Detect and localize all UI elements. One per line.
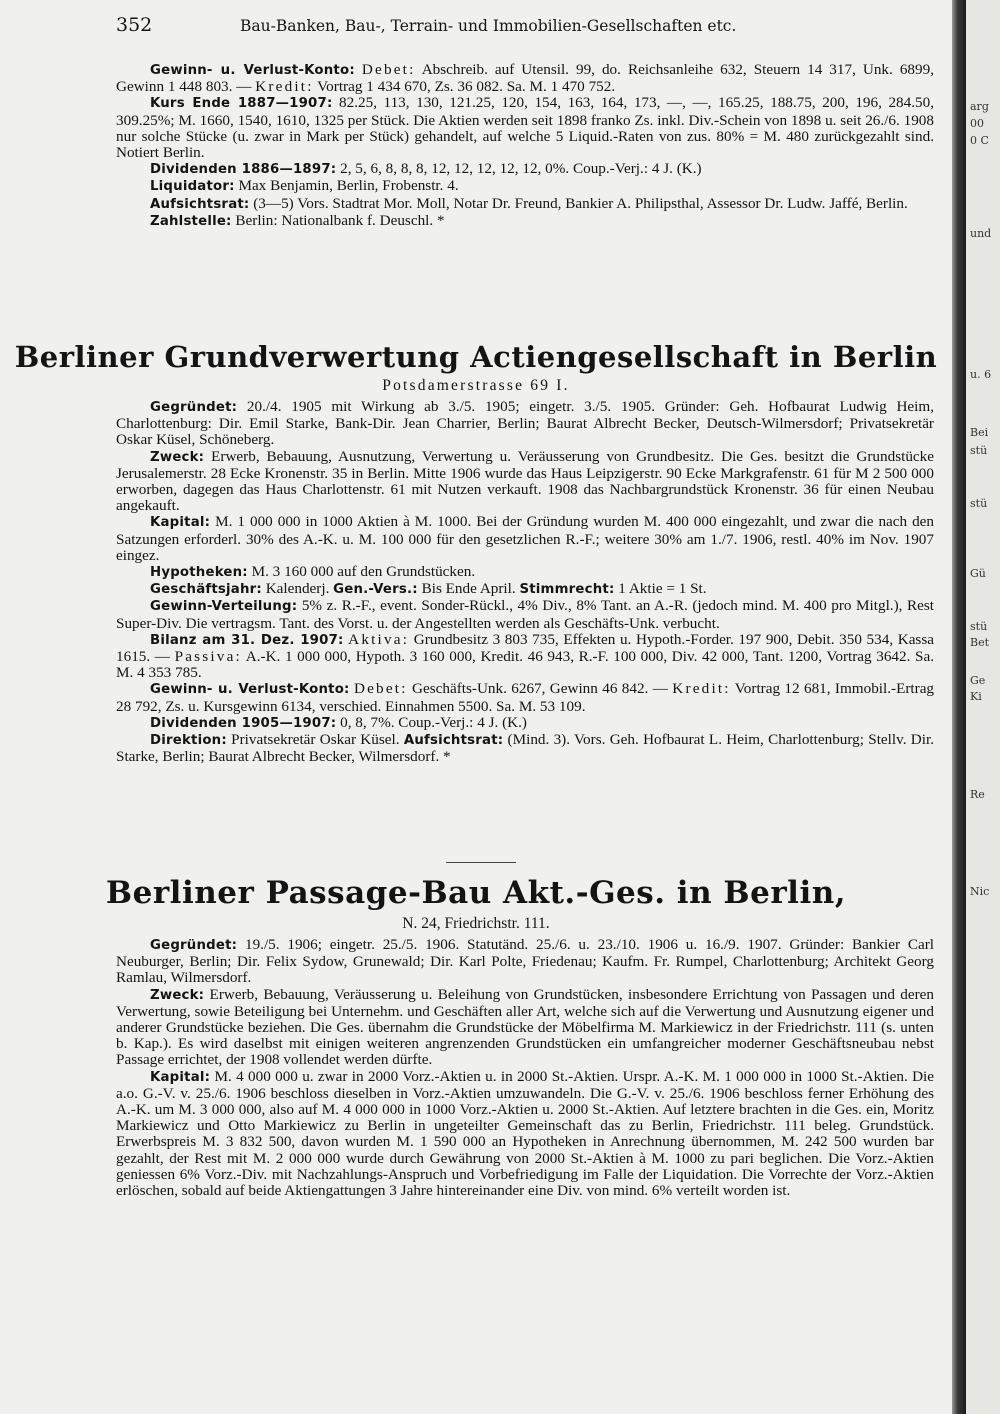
entry1-direktion: Direktion: Privatsekretär Oskar Küsel. Aufsichtsrat: (Mind. 3). Vors. Geh. Hofbaurat L. Heim, Charlottenburg; Stellv. Dir. Starke, Berlin; Baurat Albrecht Becker, Wilmersdorf. * bbox=[116, 731, 934, 766]
prev-entry bbox=[116, 62, 934, 230]
entry1-hypotheken: Hypotheken: M. 3 160 000 auf den Grundstücken. bbox=[150, 563, 476, 581]
prev-zahlstelle: Zahlstelle: Berlin: Nationalbank f. Deuschl. * bbox=[150, 211, 445, 229]
entry2-body bbox=[116, 937, 934, 1199]
margin-fragment: stü bbox=[970, 497, 988, 510]
entry1-gewinn-verteilung: Gewinn-Verteilung: 5% z. R.-F., event. Sonder-Rückl., 4% Div., 8% Tant. an A.-R. (jedoch mind. M. 400 pro Mitgl.), Rest Super-Div. Die vertragsm. Tant. des Vorst. u. der Angestellten werden als Geschäfts-Unk. verbucht. bbox=[116, 597, 934, 632]
margin-fragment: Gü bbox=[970, 567, 986, 580]
prev-dividenden: Dividenden 1886—1897: 2, 5, 6, 8, 8, 8, 12, 12, 12, 12, 12, 0%. Coup.-Verj.: 4 J. (K.) bbox=[150, 160, 702, 178]
margin-fragment: u. 6 bbox=[970, 368, 992, 381]
margin-fragment: Ge bbox=[970, 674, 986, 687]
margin-fragment: Ki bbox=[970, 690, 982, 703]
entry1-zweck: Zweck: Erwerb, Bebauung, Ausnutzung, Verwertung u. Veräusserung von Grundbesitz. Die Ges. besitzt die Grundstücke Jerusalemerstr. 28 Ecke Kronenstr. 35 in Berlin. Mitte 1906 wurde das Haus Leipzigerstr. 90 Ecke Markgrafenstr. 61 für M 2 500 000 erworben, dagegen das Haus Charlottenstr. 61 mit Nutzen verkauft. 1908 das Nachbargrundstück Kronenstr. 36 für einen Neubau angekauft. bbox=[116, 447, 934, 515]
margin-fragment: 00 bbox=[970, 117, 984, 130]
entry2-kapital: Kapital: M. 4 000 000 u. zwar in 2000 Vorz.-Aktien u. in 2000 St.-Aktien. Urspr. A.-K. M. 1 000 000 in 1000 St.-Aktien. Die a.o. G.-V. v. 25./6. 1906 beschloss dieselben in Vorz.-Aktien umzuwandeln. Die G.-V. v. 25./6. 1906 beschloss ferner Erhöhung des A.-K. um M. 3 000 000, also auf M. 4 000 000 in 1000 Vorz.-Aktien u. 2000 St.-Aktien. Auf letztere brachten in die Ges. ein, Moritz Markiewicz und Otto Markiewicz zu Berlin in ungeteilter Gemeinschaft das zu Berlin, Friedrichstr. 111 beleg. Grundstück. Erwerbspreis M. 3 832 500, davon wurden M. 1 590 000 an Hypotheken in Anrechnung übernommen, M. 242 500 wurden bar gezahlt, der Rest mit M. 2 000 000 wurde durch Gewährung von 2000 St.-Aktien à M. 1000 zu pari beglichen. Die Vorz.-Aktien geniessen 6% Vorz.-Div. mit Nachzahlungs-Anspruch und Vorbefriedigung im Falle der Liquidation. Die Vorrechte der Vorz.-Aktien erlöschen, sobald auf beide Aktiengattungen 3 Jahre hintereinander eine Div. von mind. 6% verteilt worden ist. bbox=[116, 1067, 935, 1200]
entry1-kapital: Kapital: M. 1 000 000 in 1000 Aktien à M. 1000. Bei der Gründung wurden M. 400 000 eingezahlt, und zwar die nach den Satzungen erforderl. 30% des A.-K. u. M. 100 000 für den gesetzlichen R.-F.; weitere 30% am 1./7. 1906, restl. 40% im Nov. 1907 eingez. bbox=[116, 513, 935, 564]
page-number: 352 bbox=[116, 14, 153, 36]
margin-fragment: 0 C bbox=[970, 134, 989, 147]
entry2-title: Berliner Passage-Bau Akt.-Ges. in Berlin, bbox=[105, 875, 847, 911]
margin-fragment: stü bbox=[970, 620, 988, 633]
entry1-gewinn-verlust: Gewinn- u. Verlust-Konto: Debet: Geschäfts-Unk. 6267, Gewinn 46 842. — Kredit: Vortrag 12 681, Immobil.-Ertrag 28 792, Zs. u. Kursgewinn 6134, verschied. Einnahmen 5500. Sa. M. 53 109. bbox=[116, 680, 935, 715]
entry1-address: Potsdamerstrasse 69 I. bbox=[382, 377, 570, 394]
entry2-zweck: Zweck: Erwerb, Bebauung, Veräusserung u. Beleihung von Grundstücken, insbesondere Errichtung von Passagen und deren Verwertung, sowie Beteiligung bei Unternehm. und Geschäften aller Art, welche sich auf die Verwertung und Ausnutzung eigener und anderer Grundstücke beziehen. Die Ges. übernahm die Grundstücke der Möbelfirma M. Markiewicz in der Friedrichstr. 111 (s. unten b. Kap.). Es wird daselbst mit einigen weiteren angrenzenden Grundstücken ein umfangreicher moderner Geschäftsneubau nebst Passage errichtet, der 1908 vollendet werden dürfte. bbox=[116, 985, 934, 1069]
entry2-gegruendet: Gegründet: 19./5. 1906; eingetr. 25./5. 1906. Statutänd. 25./6. u. 23./10. 1906 u. 16./9. 1907. Gründer: Bankier Carl Neuburger, Berlin; Dir. Felix Sydow, Grunewald; Dir. Karl Polte, Friedenau; Kaufm. Fr. Rumpel, Charlottenburg; Architekt Georg Ramlau, Wilmersdorf. bbox=[116, 936, 935, 987]
entry1-geschaeftsjahr: Geschäftsjahr: Kalenderj. Gen.-Vers.: Bis Ende April. Stimmrecht: 1 Aktie = 1 St. bbox=[150, 580, 707, 598]
margin-fragment: Bet bbox=[970, 636, 990, 649]
page-header bbox=[0, 14, 952, 40]
prev-kurs: Kurs Ende 1887—1907: 82.25, 113, 130, 121.25, 120, 154, 163, 164, 173, —, —, 165.25, 188.75, 200, 196, 284.50, 309.25%; M. 1660, 1540, 1610, 1325 per Stück. Die Aktien werden seit 1898 franko Zs. inkl. Div.-Schein von 1898 u. seit 26./6. 1908 nur solche Stücke (u. zwar in Mark per Stück) gehandelt, auf welche 5 Liquid.-Raten von zus. 80% = M. 480 zurückgezahlt sind. Notiert Berlin. bbox=[116, 94, 935, 162]
margin-fragment: arg bbox=[970, 100, 989, 113]
running-head: Bau-Banken, Bau-, Terrain- und Immobilien-Gesellschaften etc. bbox=[240, 17, 737, 35]
margin-fragment: Bei bbox=[970, 426, 989, 439]
entry1-gegruendet: Gegründet: 20./4. 1905 mit Wirkung ab 3./5. 1905; eingetr. 3./5. 1905. Gründer: Geh. Hofbaurat Ludwig Heim, Charlottenburg: Dir. Emil Starke, Bank-Dir. Jean Charrier, Berlin; Baurat Albrecht Becker, Deutsch-Wilmersdorf; Privatsekretär Oskar Küsel, Schöneberg. bbox=[116, 398, 934, 449]
adjacent-page-margin bbox=[966, 0, 1000, 1414]
entry1-title: Berliner Grundverwertung Actiengesellschaft in Berlin bbox=[14, 340, 938, 374]
book-gutter bbox=[952, 0, 966, 1414]
entry1-body bbox=[116, 399, 934, 765]
entry2-address: N. 24, Friedrichstr. 111. bbox=[402, 915, 550, 932]
entry-divider bbox=[446, 862, 516, 863]
prev-aufsichtsrat: Aufsichtsrat: (3—5) Vors. Stadtrat Mor. Moll, Notar Dr. Freund, Bankier A. Philipsthal, Assessor Dr. Ludw. Jaffé, Berlin. bbox=[150, 194, 908, 212]
margin-fragment: Nic bbox=[970, 885, 990, 898]
entry1-dividenden: Dividenden 1905—1907: 0, 8, 7%. Coup.-Verj.: 4 J. (K.) bbox=[150, 713, 527, 731]
margin-fragment: stü bbox=[970, 444, 988, 457]
margin-fragment: Re bbox=[970, 788, 985, 801]
prev-gewinn-verlust: Gewinn- u. Verlust-Konto: Debet: Abschreib. auf Utensil. 99, do. Reichsanleihe 632, Steuern 14 317, Unk. 6899, Gewinn 1 448 803. — Kredit: Vortrag 1 434 670, Zs. 36 082. Sa. M. 1 470 752. bbox=[116, 61, 934, 96]
prev-liquidator: Liquidator: Max Benjamin, Berlin, Frobenstr. 4. bbox=[150, 177, 459, 195]
margin-fragment: und bbox=[970, 227, 992, 240]
entry1-bilanz: Bilanz am 31. Dez. 1907: Aktiva: Grundbesitz 3 803 735, Effekten u. Hypoth.-Forder. 197 900, Debit. 350 534, Kassa 1615. — Passiva: A.-K. 1 000 000, Hypoth. 3 160 000, Kredit. 46 943, R.-F. 100 000, Div. 42 000, Tant. 1200, Vortrag 3642. Sa. M. 4 353 785. bbox=[116, 630, 935, 682]
